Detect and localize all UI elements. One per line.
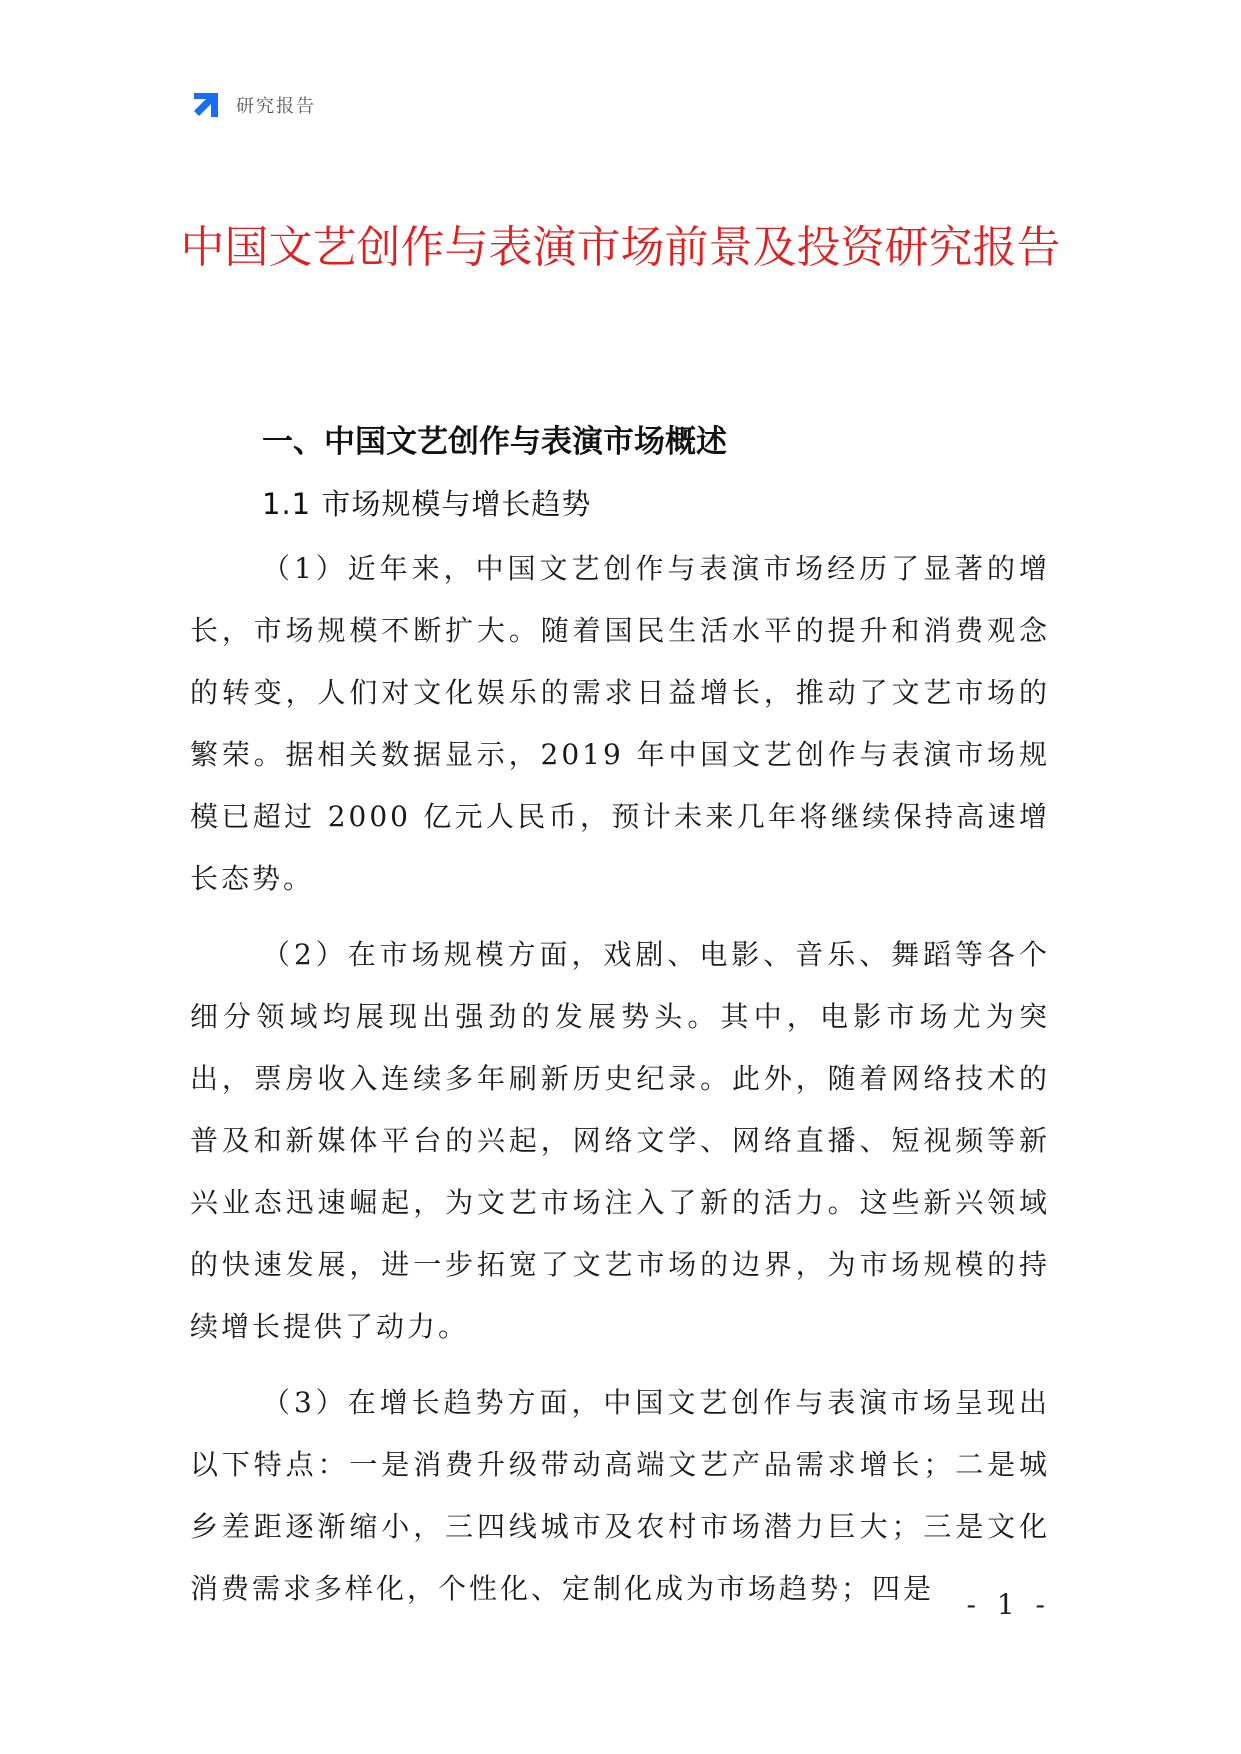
page-number: - 1 -: [966, 1588, 1051, 1621]
document-title: 中国文艺创作与表演市场前景及投资研究报告: [180, 222, 1061, 273]
subsection-heading: 1.1 市场规模与增长趋势: [262, 487, 592, 521]
paragraph-1: （1）近年来，中国文艺创作与表演市场经历了显著的增长，市场规模不断扩大。随着国民生活水平的提升和消费观念的转变，人们对文化娱乐的需求日益增长，推动了文艺市场的繁荣。据相关数据显示，2019 年中国文艺创作与表演市场规模已超过 2000 亿元人民币，预计未来几年将继续保持高速增长态势。: [190, 552, 1050, 895]
paragraph-3: （3）在增长趋势方面，中国文艺创作与表演市场呈现出以下特点：一是消费升级带动高端文艺产品需求增长；二是城乡差距逐渐缩小，三四线城市及农村市场潜力巨大；三是文化消费需求多样化，个性化、定制化成为市场趋势；四是: [190, 1386, 1050, 1605]
header-label: 研究报告: [236, 96, 316, 117]
arrow-up-right-icon: [190, 89, 222, 121]
paragraph-2: （2）在市场规模方面，戏剧、电影、音乐、舞蹈等各个细分领域均展现出强劲的发展势头。其中，电影市场尤为突出，票房收入连续多年刷新历史纪录。此外，随着网络技术的普及和新媒体平台的兴起，网络文学、网络直播、短视频等新兴业态迅速崛起，为文艺市场注入了新的活力。这些新兴领域的快速发展，进一步拓宽了文艺市场的边界，为市场规模的持续增长提供了动力。: [190, 938, 1050, 1343]
body-text: [190, 538, 1050, 1634]
page-header: [190, 88, 316, 122]
section-heading: 一、中国文艺创作与表演市场概述: [262, 424, 727, 460]
